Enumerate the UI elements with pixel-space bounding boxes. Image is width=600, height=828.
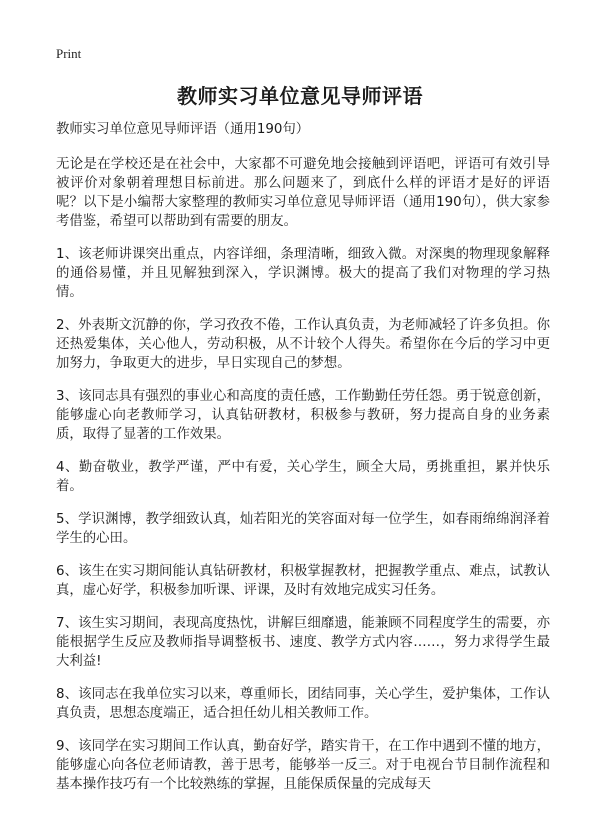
document-subtitle: 教师实习单位意见导师评语（通用190句）: [56, 122, 310, 137]
comment-paragraph-6: 6、该生在实习期间能认真钻研教材，积极掌握教材，把握教学重点、难点，试教认真，虚心好学，积极参加听课、评课，及时有效地完成实习任务。: [56, 564, 550, 598]
intro-paragraph: 无论是在学校还是在社会中，大家都不可避免地会接触到评语吧，评语可有效引导被评价对象朝着理想目标前进。那么问题来了，到底什么样的评语才是好的评语呢？以下是小编帮大家整理的教师实习单位意见导师评语（通用190句），供大家参考借鉴，希望可以帮助到有需要的朋友。: [56, 157, 550, 229]
comment-paragraph-8: 8、该同志在我单位实习以来，尊重师长，团结同事，关心学生，爱护集体，工作认真负责，思想态度端正，适合担任幼儿相关教师工作。: [56, 687, 550, 721]
comment-paragraph-7: 7、该生实习期间，表现高度热忱，讲解巨细靡遗，能兼顾不同程度学生的需要，亦能根据学生反应及教师指导调整板书、速度、教学方式内容……，努力求得学生最大利益!: [56, 616, 550, 669]
comment-paragraph-3: 3、该同志具有强烈的事业心和高度的责任感，工作勤勤任劳任怨。勇于锐意创新，能够虚心向老教师学习，认真钻研教材，积极参与教研，努力提高自身的业务素质，取得了显著的工作效果。: [56, 389, 550, 442]
print-link[interactable]: Print: [56, 46, 82, 61]
comment-paragraph-2: 2、外表斯文沉静的你，学习孜孜不倦，工作认真负责，为老师减轻了许多负担。你还热爱集体，关心他人，劳动积极，从不计较个人得失。希望你在今后的学习中更加努力，争取更大的进步，早日实现自己的梦想。: [56, 318, 550, 371]
comment-paragraph-4: 4、勤奋敬业，教学严谨，严中有爱，关心学生，顾全大局，勇挑重担，累并快乐着。: [56, 460, 550, 494]
comment-paragraph-1: 1、该老师讲课突出重点，内容详细，条理清晰，细致入微。对深奥的物理现象解释的通俗易懂，并且见解独到深入，学识渊博。极大的提高了我们对物理的学习热情。: [56, 247, 550, 300]
comment-paragraph-9: 9、该同学在实习期间工作认真，勤奋好学，踏实肯干，在工作中遇到不懂的地方，能够虚心向各位老师请教，善于思考，能够举一反三。对于电视台节目制作流程和基本操作技巧有一个比较熟练的掌握，且能保质保量的完成每天: [56, 739, 550, 792]
page-title: 教师实习单位意见导师评语: [177, 84, 423, 108]
comment-paragraph-5: 5、学识渊博，教学细致认真，灿若阳光的笑容面对每一位学生，如春雨绵绵润泽着学生的心田。: [56, 512, 550, 546]
document-body: [56, 120, 550, 808]
